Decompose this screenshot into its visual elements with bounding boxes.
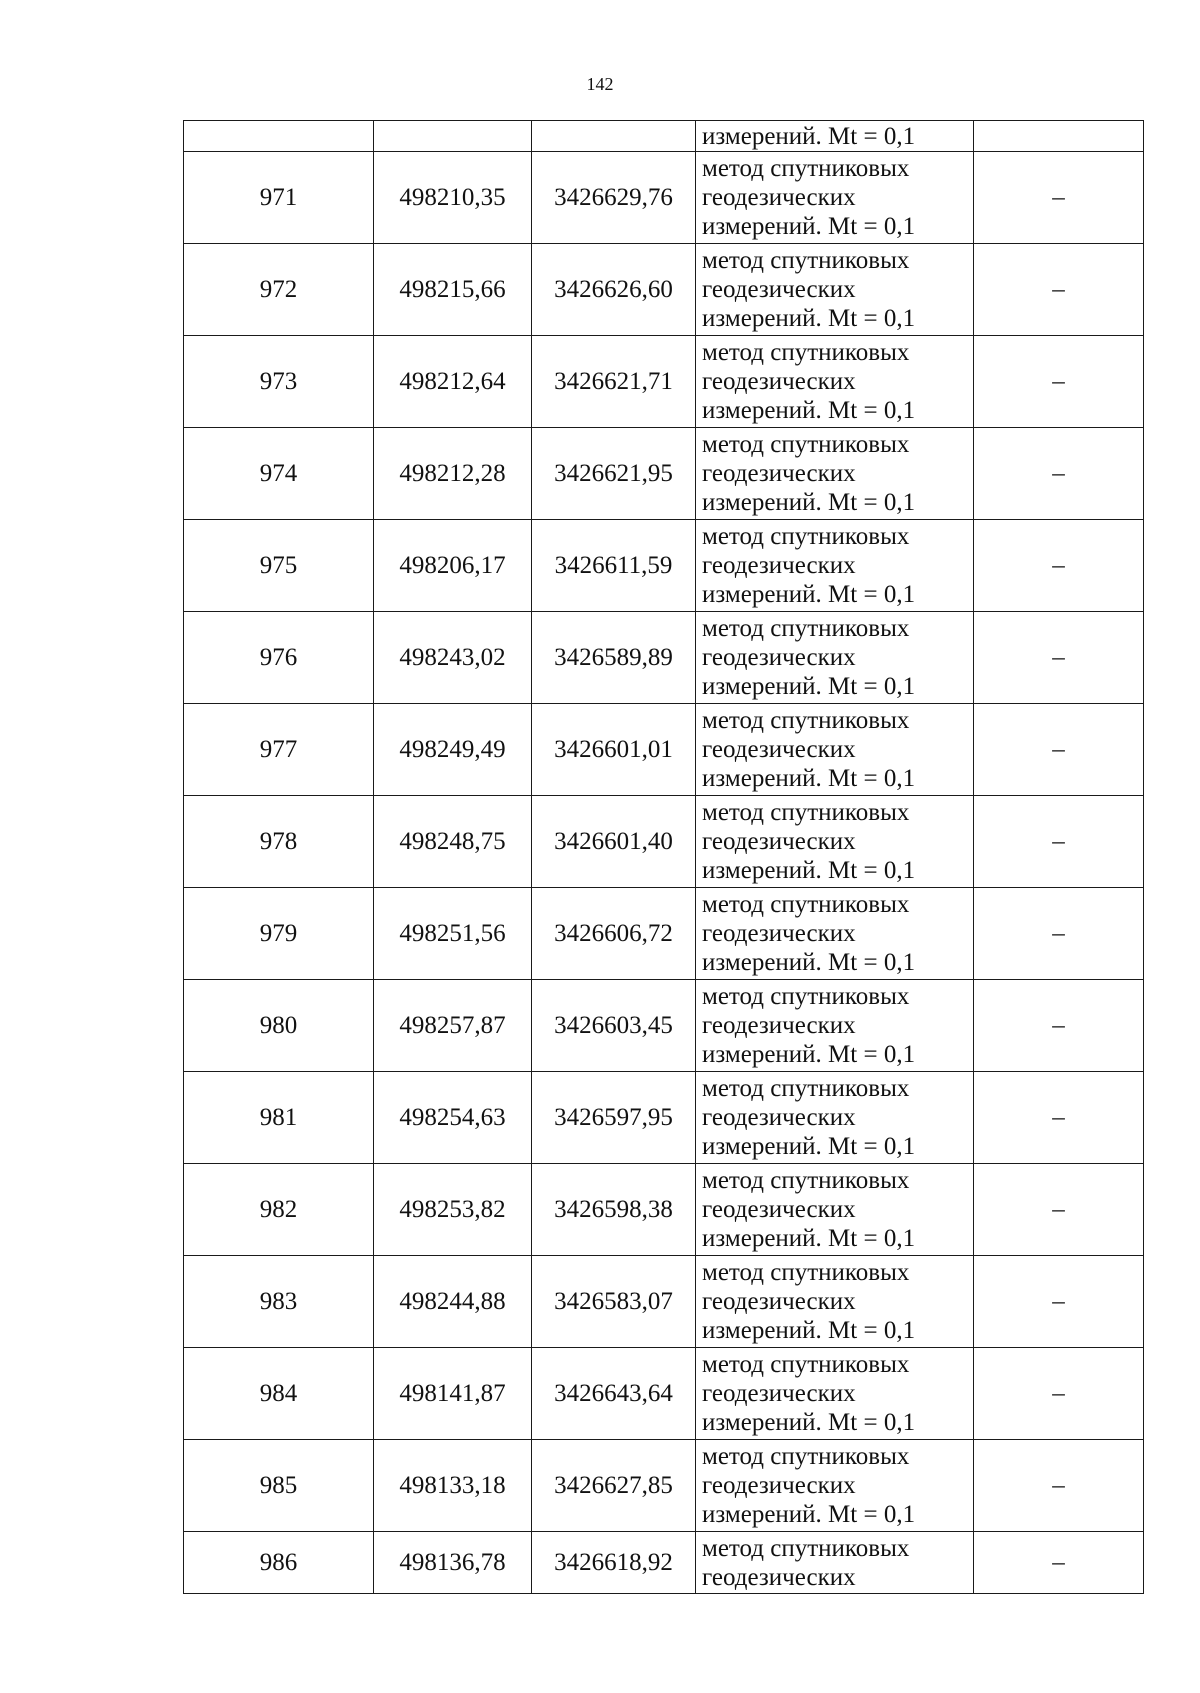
point-number: 979	[184, 888, 374, 980]
method-line-1: метод спутниковых	[702, 523, 910, 550]
cell-method	[696, 336, 974, 428]
coord-y: 3426601,40	[532, 796, 696, 888]
table-row	[184, 796, 1144, 888]
table-row	[184, 888, 1144, 980]
method-line-2: геодезических	[702, 184, 856, 211]
method-line-3: измерений. Mt = 0,1	[702, 581, 916, 608]
method-line-3: измерений. Mt = 0,1	[702, 305, 916, 332]
coord-y: 3426598,38	[532, 1164, 696, 1256]
method-line-1: метод спутниковых	[702, 707, 910, 734]
point-number: 974	[184, 428, 374, 520]
coord-x: 498141,87	[374, 1348, 532, 1440]
method-line-3: измерений. Mt = 0,1	[702, 765, 916, 792]
method-line-3: измерений. Mt = 0,1	[702, 857, 916, 884]
cell-method	[696, 121, 974, 152]
method-line-2: геодезических	[702, 1196, 856, 1223]
table-row	[184, 520, 1144, 612]
table-row	[184, 1164, 1144, 1256]
cell-method	[696, 1164, 974, 1256]
method-line-2: геодезических	[702, 1012, 856, 1039]
table-row	[184, 704, 1144, 796]
method-line-1: метод спутниковых	[702, 891, 910, 918]
coord-x: 498251,56	[374, 888, 532, 980]
coord-y: 3426606,72	[532, 888, 696, 980]
note-dash: –	[974, 888, 1144, 980]
method-line-1: метод спутниковых	[702, 1259, 910, 1286]
point-number: 973	[184, 336, 374, 428]
coord-x: 498248,75	[374, 796, 532, 888]
cell-method	[696, 1348, 974, 1440]
coord-y: 3426597,95	[532, 1072, 696, 1164]
point-number: 976	[184, 612, 374, 704]
point-number: 983	[184, 1256, 374, 1348]
method-line-1: метод спутниковых	[702, 615, 910, 642]
note-dash: –	[974, 980, 1144, 1072]
cell-method	[696, 888, 974, 980]
coord-x: 498244,88	[374, 1256, 532, 1348]
table-row	[184, 1440, 1144, 1532]
method-line-3: измерений. Mt = 0,1	[702, 489, 916, 516]
coord-y: 3426621,95	[532, 428, 696, 520]
coord-y: 3426589,89	[532, 612, 696, 704]
method-line-3: измерений. Mt = 0,1	[702, 1501, 916, 1528]
coord-y: 3426643,64	[532, 1348, 696, 1440]
coord-x: 498206,17	[374, 520, 532, 612]
note-dash: –	[974, 704, 1144, 796]
table-row	[184, 1348, 1144, 1440]
coord-y: 3426601,01	[532, 704, 696, 796]
coord-y: 3426621,71	[532, 336, 696, 428]
method-line-2: геодезических	[702, 736, 856, 763]
note-dash: –	[974, 152, 1144, 244]
method-line-3: измерений. Mt = 0,1	[702, 673, 916, 700]
coord-y: 3426627,85	[532, 1440, 696, 1532]
method-line-3: измерений. Mt = 0,1	[702, 1225, 916, 1252]
table-row	[184, 1072, 1144, 1164]
point-number: 980	[184, 980, 374, 1072]
method-line-2: геодезических	[702, 276, 856, 303]
point-number: 984	[184, 1348, 374, 1440]
method-line-2: геодезических	[702, 1380, 856, 1407]
method-line-2: геодезических	[702, 1104, 856, 1131]
note-dash: –	[974, 1256, 1144, 1348]
method-line-1: метод спутниковых	[702, 1075, 910, 1102]
method-line-3: измерений. Mt = 0,1	[702, 1317, 916, 1344]
page-number: 142	[586, 74, 614, 94]
cell-method	[696, 980, 974, 1072]
method-line-2: геодезических	[702, 1563, 856, 1591]
cell-method	[696, 520, 974, 612]
cell-method	[696, 612, 974, 704]
cell-method	[696, 428, 974, 520]
method-line-1: метод спутниковых	[702, 1351, 910, 1378]
method-line-1: метод спутниковых	[702, 155, 910, 182]
point-number: 972	[184, 244, 374, 336]
coord-x: 498133,18	[374, 1440, 532, 1532]
method-line-2: геодезических	[702, 368, 856, 395]
cell-method	[696, 1440, 974, 1532]
note-dash: –	[974, 1348, 1144, 1440]
note-dash: –	[974, 336, 1144, 428]
note-dash: –	[974, 428, 1144, 520]
table-row	[184, 336, 1144, 428]
note-dash: –	[974, 612, 1144, 704]
method-line-3: измерений. Mt = 0,1	[702, 397, 916, 424]
method-line-1: метод спутниковых	[702, 339, 910, 366]
coord-x: 498253,82	[374, 1164, 532, 1256]
cell-y	[532, 121, 696, 152]
note-dash: –	[974, 796, 1144, 888]
point-number: 985	[184, 1440, 374, 1532]
note-dash: –	[974, 520, 1144, 612]
coord-y: 3426583,07	[532, 1256, 696, 1348]
note-dash: –	[974, 1164, 1144, 1256]
point-number: 982	[184, 1164, 374, 1256]
coord-x: 498212,64	[374, 336, 532, 428]
note-dash: –	[974, 1440, 1144, 1532]
method-line-3: измерений. Mt = 0,1	[702, 1041, 916, 1068]
point-number: 977	[184, 704, 374, 796]
method-line-1: метод спутниковых	[702, 1167, 910, 1194]
method-line-3: измерений. Mt = 0,1	[702, 1409, 916, 1436]
table-row-last	[184, 1532, 1144, 1594]
method-line-3: измерений. Mt = 0,1	[702, 1133, 916, 1160]
table-row	[184, 244, 1144, 336]
cell-method	[696, 244, 974, 336]
coord-y: 3426611,59	[532, 520, 696, 612]
cell-x	[374, 121, 532, 152]
method-line-2: геодезических	[702, 644, 856, 671]
method-line-1: метод спутниковых	[702, 247, 910, 274]
coord-y: 3426603,45	[532, 980, 696, 1072]
method-line-1: метод спутниковых	[702, 1534, 910, 1562]
note-dash: –	[974, 1072, 1144, 1164]
method-text: измерений. Mt = 0,1	[702, 122, 916, 150]
coord-x: 498254,63	[374, 1072, 532, 1164]
coord-y: 3426629,76	[532, 152, 696, 244]
table-row	[184, 152, 1144, 244]
method-line-1: метод спутниковых	[702, 1443, 910, 1470]
cell-method	[696, 704, 974, 796]
coord-x: 498257,87	[374, 980, 532, 1072]
point-number: 971	[184, 152, 374, 244]
table-row	[184, 980, 1144, 1072]
coord-x: 498210,35	[374, 152, 532, 244]
coord-x: 498215,66	[374, 244, 532, 336]
method-line-1: метод спутниковых	[702, 983, 910, 1010]
cell-note	[974, 121, 1144, 152]
method-line-3: измерений. Mt = 0,1	[702, 949, 916, 976]
method-line-2: геодезических	[702, 1288, 856, 1315]
coord-y: 3426618,92	[532, 1532, 696, 1594]
coordinates-table-body	[184, 121, 1144, 1594]
point-number: 975	[184, 520, 374, 612]
cell-method	[696, 1532, 974, 1594]
coord-x: 498243,02	[374, 612, 532, 704]
cell-method	[696, 152, 974, 244]
point-number: 981	[184, 1072, 374, 1164]
cell-num	[184, 121, 374, 152]
method-line-2: геодезических	[702, 552, 856, 579]
coord-y: 3426626,60	[532, 244, 696, 336]
coord-x: 498249,49	[374, 704, 532, 796]
table-row-continued	[184, 121, 1144, 152]
cell-method	[696, 1256, 974, 1348]
method-line-1: метод спутниковых	[702, 431, 910, 458]
method-line-2: геодезических	[702, 460, 856, 487]
table-row	[184, 612, 1144, 704]
note-dash: –	[974, 1532, 1144, 1594]
method-line-2: геодезических	[702, 1472, 856, 1499]
method-line-2: геодезических	[702, 920, 856, 947]
cell-method	[696, 796, 974, 888]
method-line-3: измерений. Mt = 0,1	[702, 213, 916, 240]
table-row	[184, 428, 1144, 520]
cell-method	[696, 1072, 974, 1164]
point-number: 978	[184, 796, 374, 888]
coord-x: 498212,28	[374, 428, 532, 520]
point-number: 986	[184, 1532, 374, 1594]
method-line-2: геодезических	[702, 828, 856, 855]
coordinates-table	[183, 120, 1144, 1594]
table-row	[184, 1256, 1144, 1348]
note-dash: –	[974, 244, 1144, 336]
method-line-1: метод спутниковых	[702, 799, 910, 826]
coord-x: 498136,78	[374, 1532, 532, 1594]
